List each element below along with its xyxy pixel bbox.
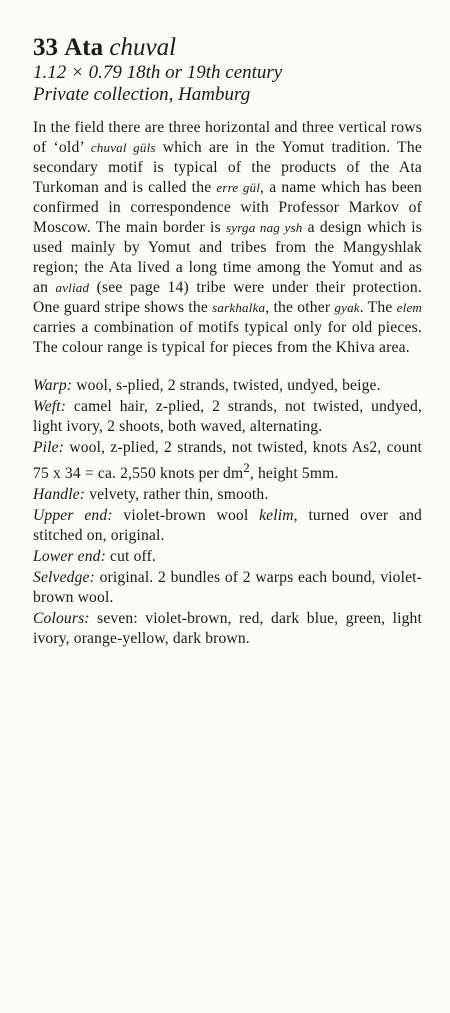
desc-term: elem — [396, 300, 422, 315]
desc-text: (see page 14) tribe were under their protection. One guard stripe shows the — [33, 279, 422, 316]
spec-colours — [33, 609, 422, 649]
spec-weft — [33, 397, 422, 437]
desc-text: , the other — [265, 299, 335, 316]
spec-handle — [33, 485, 422, 505]
spec-label: Warp: — [33, 377, 73, 394]
spec-term: kelim — [259, 507, 294, 525]
desc-text: In the field there are three horizontal and three vertical rows of ‘old’ — [33, 119, 422, 156]
desc-text: carries a combination of motifs typical only for old pieces. The colour range is typical for pieces from the Khiva area. — [33, 319, 422, 356]
spec-value: , turned over and stitched on, original. — [33, 507, 422, 545]
spec-value: original. 2 bundles of 2 warps each bound, violet-brown wool. — [33, 569, 422, 607]
desc-text: which are in the Yomut tradition. The secondary motif is typical of the products of the Ata Turkoman and is called the — [33, 139, 422, 196]
spec-warp — [33, 376, 422, 396]
desc-text: . The — [359, 299, 397, 316]
spec-value: cut off. — [105, 548, 156, 566]
spec-lower-end — [33, 547, 422, 567]
spec-value: camel hair, z-plied, 2 strands, not twisted, undyed, light ivory, 2 shoots, both waved, alternating. — [33, 398, 422, 435]
spec-value: seven: violet-brown, red, dark blue, green, light ivory, orange-yellow, dark brown. — [33, 610, 422, 648]
spec-upper-end — [33, 506, 422, 546]
spec-label: Handle: — [33, 486, 86, 504]
spec-label: Upper end: — [33, 507, 113, 525]
spec-label: Pile: — [33, 439, 65, 456]
entry-collection: Private collection, Hamburg — [33, 84, 251, 105]
entry-name: Ata — [64, 34, 104, 61]
spec-label: Lower end: — [33, 548, 106, 566]
technical-specs — [33, 376, 422, 649]
spec-value: violet-brown wool — [112, 507, 260, 525]
desc-term: erre gül — [216, 180, 261, 195]
desc-term: syrga nag ysh — [226, 220, 303, 235]
spec-superscript: 2 — [243, 460, 250, 475]
spec-pile — [33, 438, 422, 484]
spec-value: , height 5mm. — [249, 465, 339, 483]
spec-label: Selvedge: — [33, 569, 95, 587]
entry-number: 33 — [33, 34, 58, 61]
desc-term: chuval güls — [90, 140, 156, 155]
desc-text: a design which is used mainly by Yomut and tribes from the Mangyshlak region; the Ata lived a long time among the Yomut and as an — [33, 219, 423, 296]
spec-value: velvety, rather thin, smooth. — [85, 486, 269, 504]
desc-term: avliad — [55, 280, 90, 295]
desc-term: sarkhalka — [212, 300, 266, 315]
spec-label: Colours: — [33, 610, 90, 628]
spec-value: wool, z-plied, 2 strands, not twisted, knots As2, count 75 x 34 = ca. 2,550 knots per dm — [33, 439, 422, 483]
entry-title — [33, 34, 422, 62]
description-paragraph — [33, 118, 422, 358]
spec-label: Weft: — [33, 398, 67, 415]
desc-text: , a name which has been confirmed in correspondence with Professor Markov of Moscow. The main border is — [33, 179, 422, 236]
entry-dimensions-date: 1.12 × 0.79 18th or 19th century — [33, 62, 283, 83]
spec-value: wool, s-plied, 2 strands, twisted, undyed, beige. — [72, 377, 381, 394]
spec-selvedge — [33, 568, 422, 608]
desc-term: gyak — [334, 300, 360, 315]
entry-type: chuval — [109, 34, 177, 61]
